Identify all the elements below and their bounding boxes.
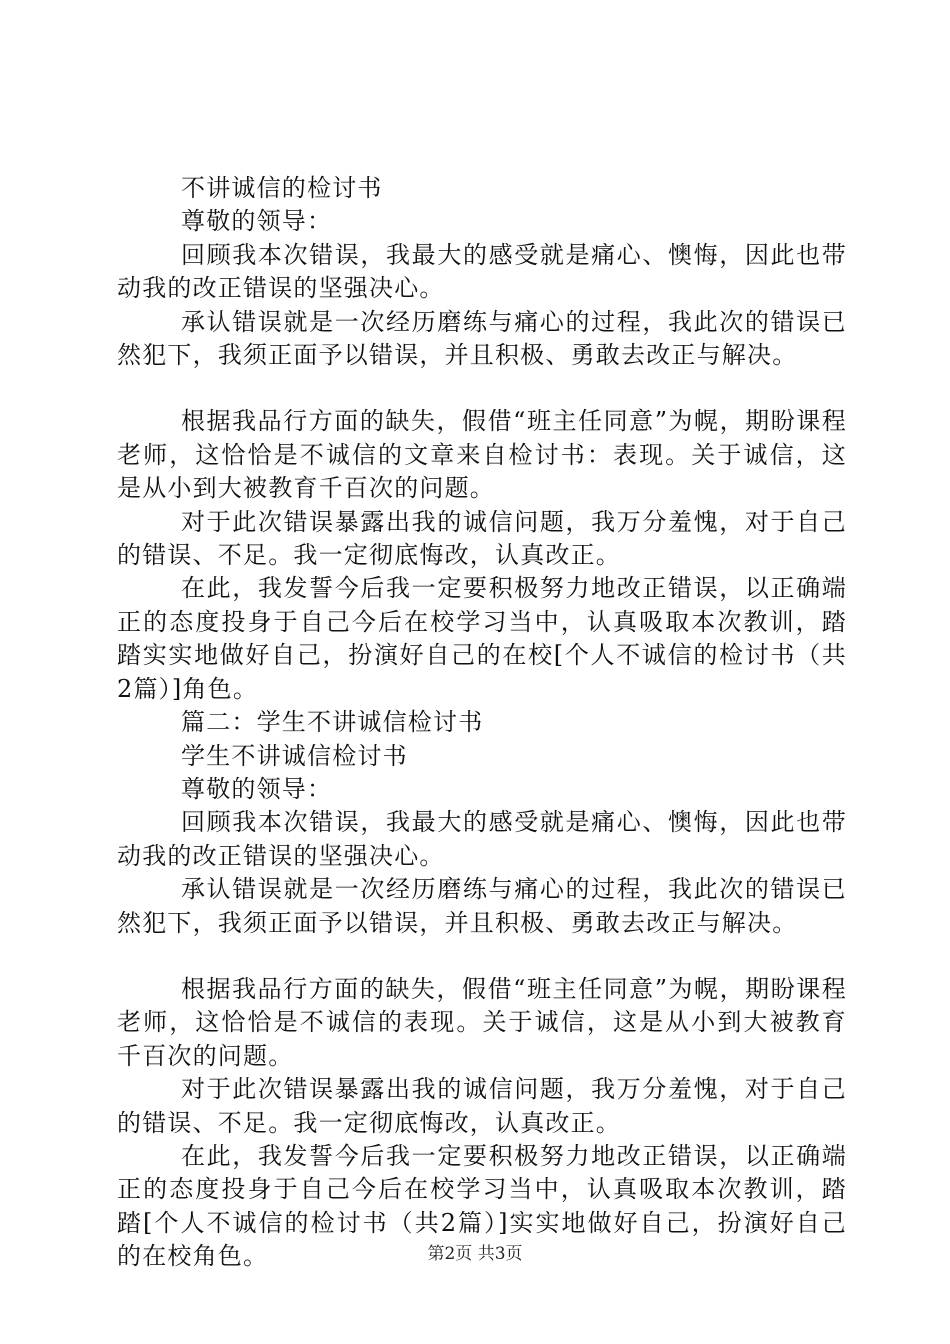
paragraph: 在此，我发誓今后我一定要积极努力地改正错误，以正确端正的态度投身于自己今后在校学习当中，认真吸取本次教训，踏踏[个人不诚信的检讨书（共2篇）]实实地做好自己，扮演好自己的在校角色。: [117, 1141, 847, 1271]
paragraph: 尊敬的领导：: [181, 207, 333, 236]
paragraph: 承认错误就是一次经历磨练与痛心的过程，我此次的错误已然犯下，我须正面予以错误，并且积极、勇敢去改正与解决。: [117, 307, 847, 370]
paragraph: 回顾我本次错误，我最大的感受就是痛心、懊悔，因此也带动我的改正错误的坚强决心。: [117, 808, 847, 870]
paragraph: 对于此次错误暴露出我的诚信问题，我万分羞愧，对于自己的错误、不足。我一定彻底悔改，认真改正。: [117, 1075, 847, 1137]
paragraph: 根据我品行方面的缺失，假借“班主任同意”为幌，期盼课程老师，这恰恰是不诚信的文章来自检讨书：表现。关于诚信，这是从小到大被教育千百次的问题。: [117, 407, 847, 503]
paragraph: 对于此次错误暴露出我的诚信问题，我万分羞愧，对于自己的错误、不足。我一定彻底悔改，认真改正。: [117, 507, 847, 570]
section-heading: 篇二：学生不讲诚信检讨书: [181, 708, 484, 737]
paragraph: 不讲诚信的检讨书: [181, 174, 383, 202]
paragraph: 学生不讲诚信检讨书: [181, 741, 408, 770]
paragraph: 回顾我本次错误，我最大的感受就是痛心、懊悔，因此也带动我的改正错误的坚强决心。: [117, 240, 847, 303]
document-body: [117, 172, 847, 1274]
paragraph: 尊敬的领导：: [181, 774, 333, 803]
paragraph: 承认错误就是一次经历磨练与痛心的过程，我此次的错误已然犯下，我须正面予以错误，并且积极、勇敢去改正与解决。: [117, 875, 847, 937]
page-number-footer: 第2页 共3页: [427, 1244, 523, 1264]
paragraph: 根据我品行方面的缺失，假借“班主任同意”为幌，期盼课程老师，这恰恰是不诚信的表现。关于诚信，这是从小到大被教育千百次的问题。: [117, 974, 847, 1070]
paragraph: 在此，我发誓今后我一定要积极努力地改正错误，以正确端正的态度投身于自己今后在校学习当中，认真吸取本次教训，踏踏实实地做好自己，扮演好自己的在校[个人不诚信的检讨书（共2篇）]角色。: [117, 574, 847, 703]
